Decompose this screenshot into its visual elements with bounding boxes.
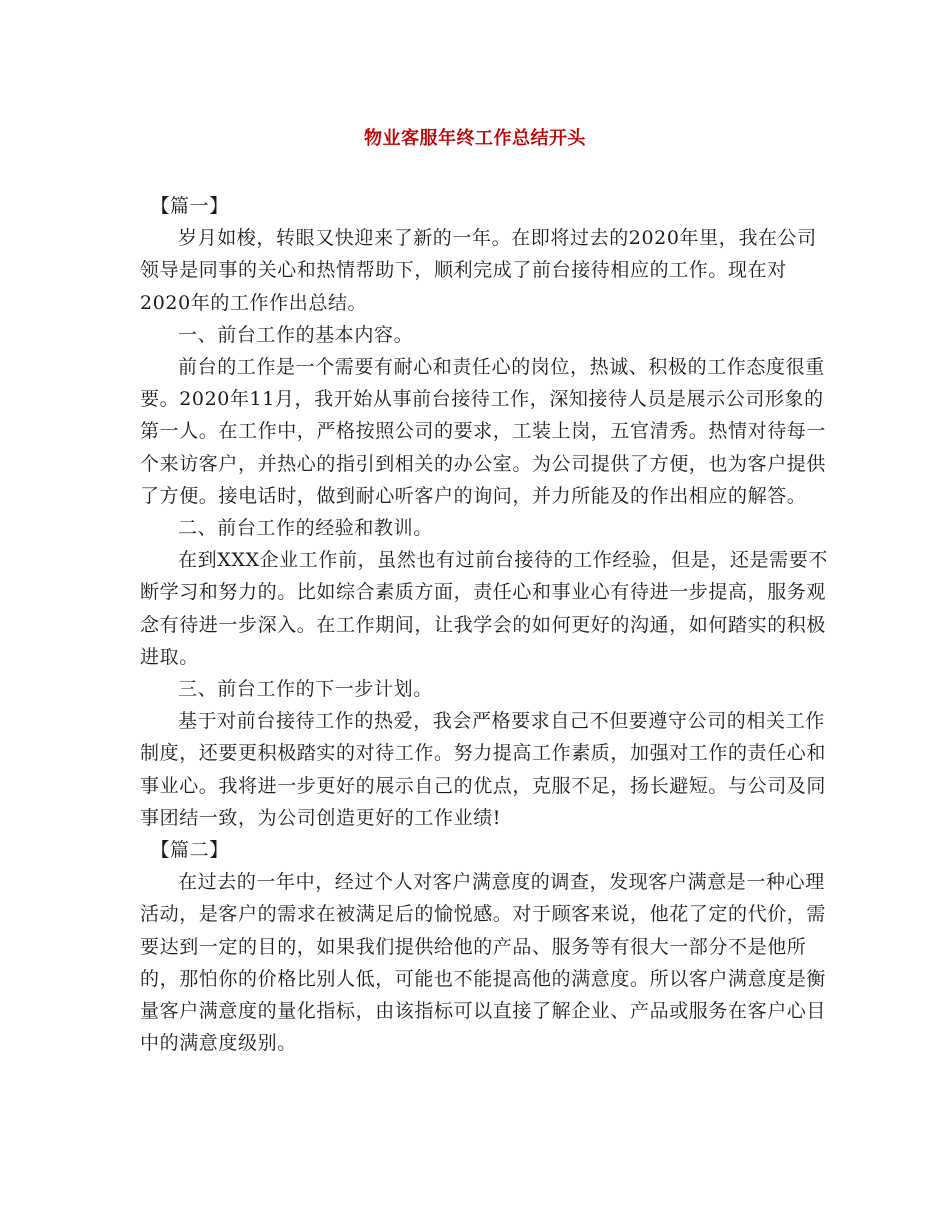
subheading: 一、前台工作的基本内容。 — [178, 323, 414, 346]
paragraph: 在过去的一年中，经过个人对客户满意度的调查，发现客户满意是一种心理活动，是客户的需求在被满足后的愉悦感。对于顾客来说，他花了定的代价，需要达到一定的目的，如果我们提供给他的产品、服务等有很大一部分不是他所的，那怕你的价格比别人低，可能也不能提高他的满意度。所以客户满意度是衡量客户满意度的量化指标，由该指标可以直接了解企业、产品或服务在客户心目中的满意度级别。 — [140, 871, 827, 1055]
document-title: 物业客服年终工作总结开头 — [364, 128, 586, 149]
subheading: 三、前台工作的下一步计划。 — [178, 678, 433, 701]
paragraph: 在到XXX企业工作前，虽然也有过前台接待的工作经验，但是，还是需要不断学习和努力的。比如综合素质方面，责任心和事业心有待进一步提高，服务观念有待进一步深入。在工作期间，让我学会的如何更好的沟通，如何踏实的积极进取。 — [140, 549, 828, 668]
paragraph: 岁月如梭，转眼又快迎来了新的一年。在即将过去的2020年里，我在公司领导是同事的关心和热情帮助下，顺利完成了前台接待相应的工作。现在对2020年的工作作出总结。 — [140, 227, 817, 314]
subheading: 二、前台工作的经验和教训。 — [178, 517, 433, 540]
paragraph: 前台的工作是一个需要有耐心和责任心的岗位，热诚、积极的工作态度很重要。2020年11月，我开始从事前台接待工作，深知接待人员是展示公司形象的第一人。在工作中，严格按照公司的要求，工装上岗，五官清秀。热情对待每一个来访客户，并热心的指引到相关的办公室。为公司提供了方便，也为客户提供了方便。接电话时，做到耐心听客户的询问，并力所能及的作出相应的解答。 — [140, 356, 827, 507]
section-heading-part-one: 【篇一】 — [150, 195, 229, 217]
paragraph: 基于对前台接待工作的热爱，我会严格要求自己不但要遵守公司的相关工作制度，还要更积极踏实的对待工作。努力提高工作素质，加强对工作的责任心和事业心。我将进一步更好的展示自己的优点，克服不足，扬长避短。与公司及同事团结一致，为公司创造更好的工作业绩! — [140, 710, 827, 829]
document-body — [140, 190, 830, 1059]
section-heading-part-two: 【篇二】 — [150, 839, 229, 862]
